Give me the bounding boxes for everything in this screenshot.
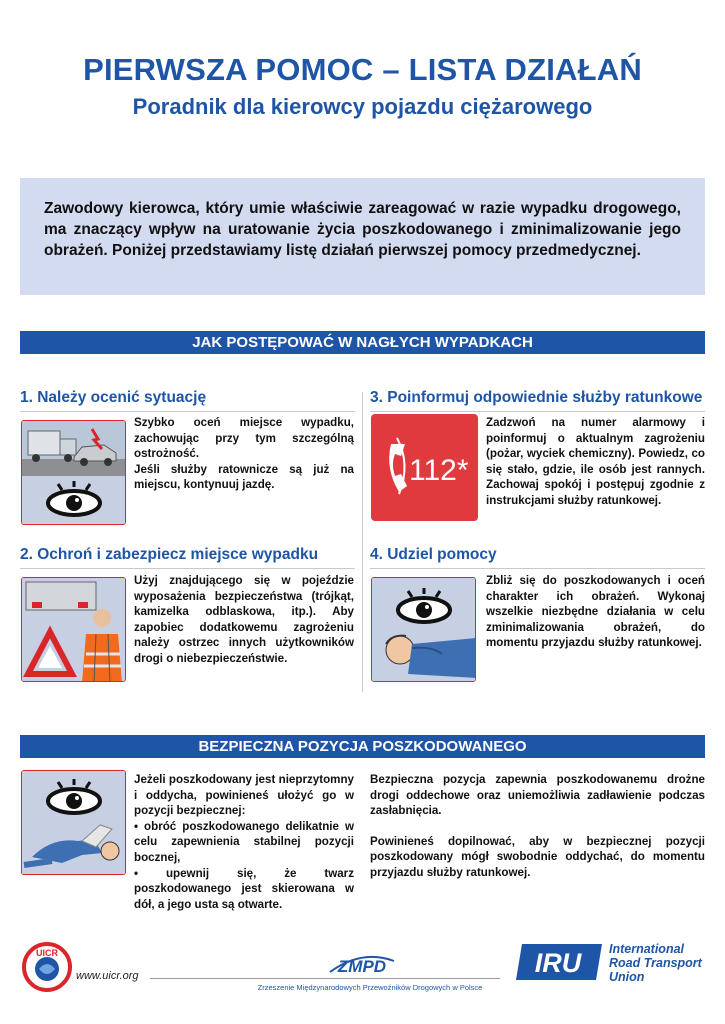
section-3-text — [486, 415, 705, 509]
section-1-title: 1. Należy ocenić sytuację — [20, 389, 207, 406]
injured-person-eye-illustration — [371, 577, 476, 682]
section-4-underline — [370, 568, 705, 569]
page-subtitle: Poradnik dla kierowcy pojazdu ciężarowego — [132, 94, 593, 119]
section-1-line: Jeśli służby ratownicze są już na miejscu, kontynuuj jazdę. — [134, 462, 354, 492]
uicr-logo — [22, 942, 72, 997]
emergency-phone-illustration — [371, 414, 478, 521]
section-band-recovery-position: BEZPIECZNA POZYCJA POSZKODOWANEGO — [20, 735, 705, 758]
recovery-left-line: • obróć poszkodowanego delikatnie w celu zapewnienia stabilnej pozycji bocznej, — [134, 819, 354, 864]
recovery-right-line: Bezpieczna pozycja zapewnia poszkodowanemu drożne drogi oddechowe oraz uniemożliwia zadławienie podczas zasłabnięcia. — [370, 773, 705, 818]
section-2-title: 2. Ochroń i zabezpiecz miejsce wypadku — [20, 546, 319, 563]
recovery-left-line: • upewnij się, że twarz poszkodowanego jest skierowana w dół, a jego usta są otwarte. — [134, 866, 354, 911]
intro-box — [20, 178, 705, 295]
iru-name-line: Road Transport — [609, 956, 702, 970]
section-1-text — [134, 415, 354, 493]
section-4-line: Zbliż się do poszkodowanych i oceń charakter ich obrażeń. Wykonaj wszelkie niezbędne działania w celu zminimalizowania obrażeń, do momentu przyjazdu służby ratunkowej. — [486, 574, 705, 650]
section-2-text — [134, 573, 354, 667]
intro-text: Zawodowy kierowca, który umie właściwie zareagować w razie wypadku drogowego, ma znaczący wpływ na uratowanie życia poszkodowanego i zminimalizowanie jego obrażeń. Poniżej przedstawiamy listę działań pierwszej pomocy przedmedycznej. — [44, 200, 681, 259]
section-4-text — [486, 573, 705, 651]
section-4-title: 4. Udziel pomocy — [370, 546, 497, 563]
recovery-text-right — [370, 772, 705, 881]
iru-name-line: Union — [609, 970, 645, 984]
column-divider — [362, 392, 363, 692]
recovery-left-line: Jeżeli poszkodowany jest nieprzytomny i oddycha, powinieneś ułożyć go w pozycji bezpiecznej: — [134, 773, 354, 818]
iru-logo — [516, 944, 602, 985]
recovery-right-line: Powinieneś dopilnować, aby w bezpiecznej pozycji poszkodowany mógł swobodnie oddychać, do momentu przyjazdu służby ratunkowej. — [370, 834, 705, 879]
emergency-number: 112* — [409, 454, 469, 487]
uicr-logo-text: UICR — [36, 948, 58, 958]
section-1-underline — [20, 411, 355, 412]
section-band-emergencies: JAK POSTĘPOWAĆ W NAGŁYCH WYPADKACH — [20, 331, 705, 354]
page-title: PIERWSZA POMOC – LISTA DZIAŁAŃ — [83, 52, 642, 87]
iru-name-line: International — [609, 942, 685, 956]
zmpd-logo — [326, 951, 398, 982]
footer-association: Zrzeszenie Międzynarodowych Przewoźników Drogowych w Polsce — [257, 983, 483, 992]
recovery-position-illustration — [21, 770, 126, 875]
section-3-line: Zadzwoń na numer alarmowy i poinformuj o aktualnym zagrożeniu (pożar, wyciek chemiczny). Powiedz, co się stało, gdzie, ile osób jest rannych. Zachowaj spokój i postępuj zgodnie z instrukcjami służby ratunkowej. — [486, 416, 705, 507]
section-3-underline — [370, 411, 705, 412]
iru-name — [609, 942, 702, 984]
iru-logo-text: IRU — [534, 948, 582, 978]
zmpd-logo-text: ZMPD — [337, 957, 387, 976]
crash-eye-illustration — [21, 420, 126, 525]
section-2-underline — [20, 568, 355, 569]
section-2-line: Użyj znajdującego się w pojeździe wyposażenia bezpieczeństwa (trójkąt, kamizelka odblaskowa, itp.). Aby zapobiec dodatkowemu zagrożeniu należy ostrzec innych użytkowników drogi o niebezpieczeństwie. — [134, 574, 354, 665]
footer-url[interactable]: www.uicr.org — [76, 970, 139, 982]
section-3-title: 3. Poinformuj odpowiednie służby ratunkowe — [370, 389, 703, 406]
section-1-line: Szybko oceń miejsce wypadku, zachowując przy tym szczególną ostrożność. — [134, 416, 354, 461]
footer-rule — [150, 978, 500, 979]
warning-triangle-vest-illustration — [21, 577, 126, 682]
recovery-text-left — [134, 772, 354, 912]
